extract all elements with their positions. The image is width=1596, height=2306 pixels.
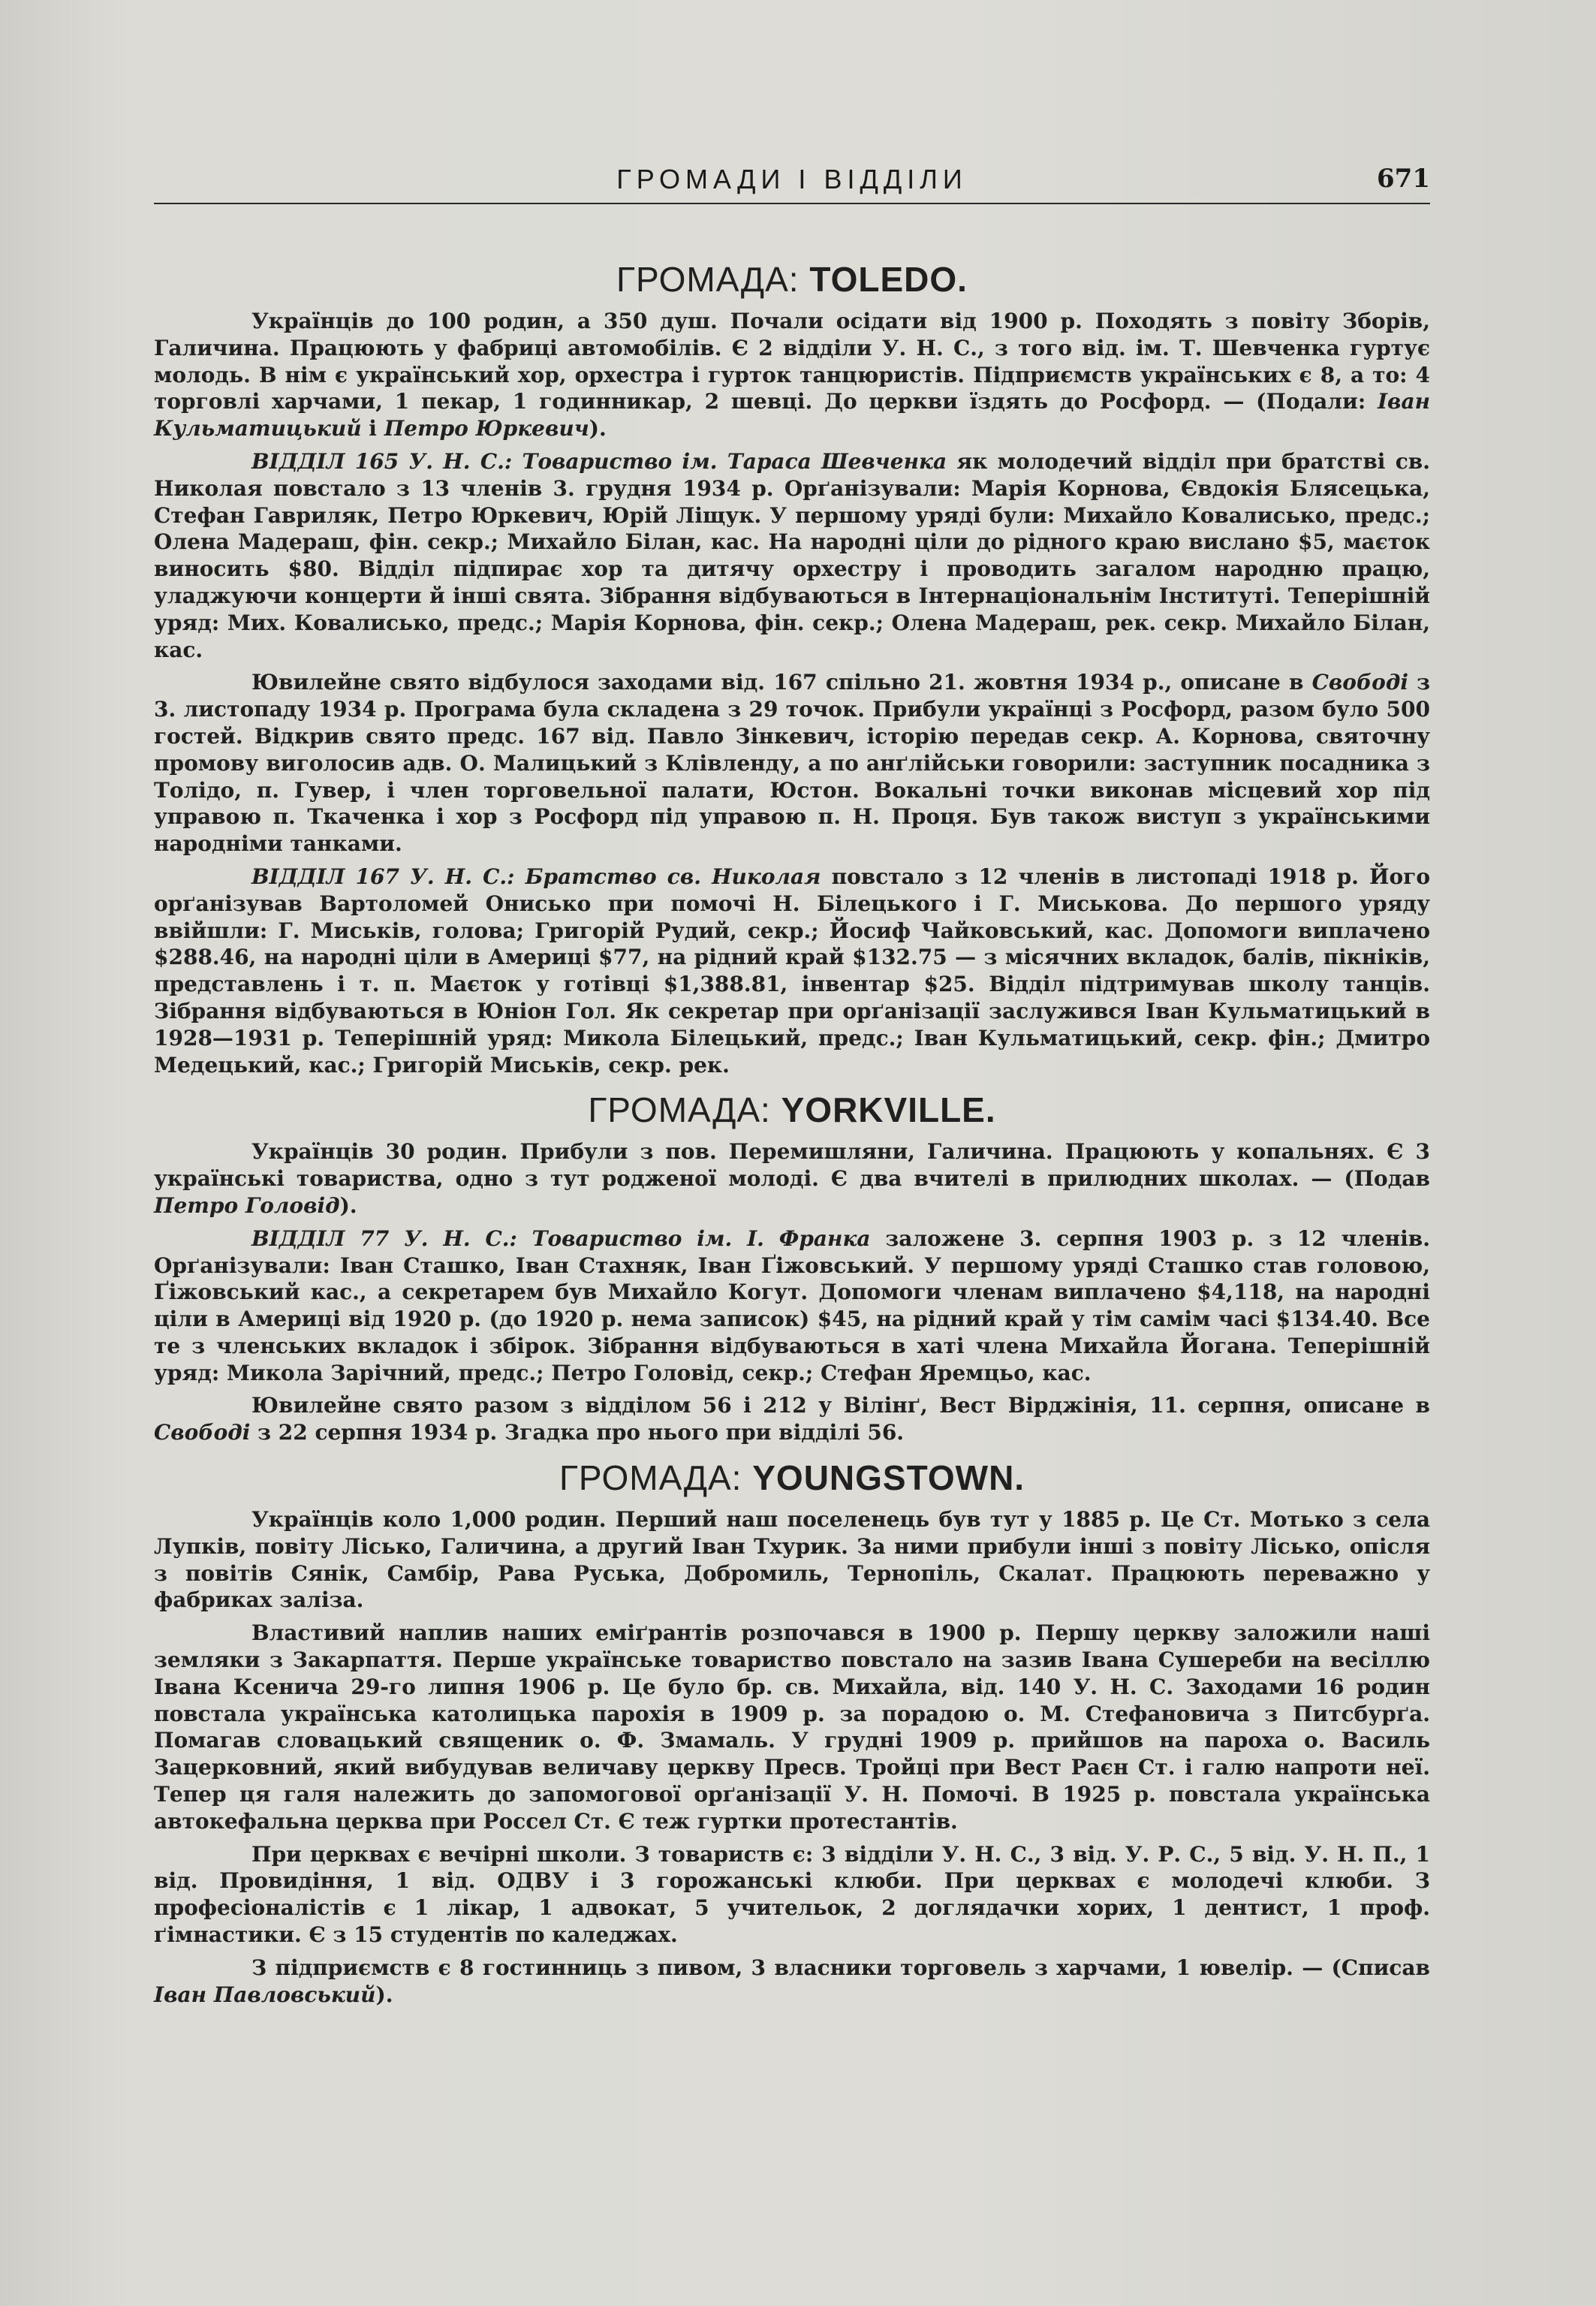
author-name: Іван Павловський [154,1982,376,2007]
section-heading-toledo [154,258,1430,300]
paragraph-text: і [361,416,384,442]
paragraph [154,1392,1430,1446]
paragraph-text: повстало з 12 членів в листопаді 1918 р. Його орґанізував Вартоломей Онисько при помочі Н. Білецького і Г. Миськова. До першого уряду ввійшли: Г. Миськів, голова; Григорій Рудий, секр.; Йосиф Чайковський, кас. Допомоги виплачено $288.46, на народні ціли в Америці $77, на рідний край $132.75 — з місячних вкладок, балів, пікніків, представлень і т. п. Маєток у готівці $1,388.81, інвентар $25. Відділ підтримував школу танців. Зібрання відбуваються в Юніон Гол. Як секретар при орґанізації заслужився Іван Кульматицький в 1928—1931 р. Теперішній уряд: Микола Білецький, предс.; Іван Кульматицький, секр. фін.; Дмитро Медецький, кас.; Григорій Миськів, секр. рек. [154,864,1431,1078]
heading-place: YOUNGSTOWN. [752,1458,1025,1498]
page-number: 671 [1377,164,1430,194]
author-name: Петро Головід [154,1192,340,1218]
paragraph-text: ). [589,416,607,442]
branch-paragraph [154,448,1430,663]
running-head [154,164,1430,204]
paragraph: При церквах є вечірні школи. З товариств є: 3 відділи У. Н. С., 3 від. У. Р. С., 5 від. У. Н. П., 1 від. Провидіння, 1 від. ОДВУ і 3 горожанські клюби. При церквах є молодечі клюби. З професіоналістів є 1 лікар, 1 адвокат, 5 учительок, 2 доглядачки хорих, 1 дентист, 1 проф. ґімнастики. Є з 15 студентів по каледжах. [154,1841,1430,1948]
paragraph-text: З підприємств є 8 гостинниць з пивом, 3 власники торговель з харчами, 1 ювелір. — (Списав [251,1955,1430,1980]
paragraph-text: Ювилейне свято відбулося заходами від. 167 спільно 21. жовтня 1934 р., описане в [251,670,1312,695]
heading-prefix: ГРОМАДА: [616,260,810,299]
newspaper-title: Свободі [154,1420,251,1445]
paragraph-text: ). [339,1192,357,1218]
newspaper-title: Свободі [1311,670,1408,695]
paragraph-text: ). [375,1982,393,2007]
paragraph-text: заложене 3. серпня 1903 р. з 12 членів. Орґанізували: Іван Сташко, Іван Стахняк, Іван Ґіжовський. У першому уряді Сташко став головою, Ґіжовський кас., а секретарем був Михайло Когут. Допомоги членам виплачено $4,118, на народні ціли в Америці від 1920 р. (до 1920 р. нема записок) $45, на рідний край у тім самім часі $134.40. Все те з членських вкладок і збірок. Зібрання відбуваються в хаті члена Михайла Йогана. Теперішній уряд: Микола Зарічний, предс.; Петро Головід, секр.; Стефан Яремцьо, кас. [154,1225,1430,1385]
page-body [154,248,1430,2014]
branch-lead: ВІДДІЛ 167 У. Н. С.: Братство св. Николая [251,864,821,889]
paragraph-text: Українців до 100 родин, а 350 душ. Почали осідати від 1900 р. Походять з повіту Зборів, Галичина. Працюють у фабриці автомобілів. Є 2 відділи У. Н. С., з того від. ім. Т. Шевченка гуртує молодь. В нім є український хор, орхестра і гурток танцюристів. Підприємств українських є 8, а то: 4 торговлі харчами, 1 пекар, 1 годинникар, 2 шевці. До церкви їздять до Росфорд. — (Подали: [154,309,1430,414]
paragraph-text: з 3. листопаду 1934 р. Програма була складена з 29 точок. Прибули українці з Росфорд, разом було 500 гостей. Відкрив свято предс. 167 від. Павло Зінкевич, історію передав секр. А. Корнова, святочну промову виголосив адв. О. Малицький з Клівленду, а по анґлійськи говорили: заступник посадника з Толідо, п. Гувер, і член торговельної палати, Юстон. Вокальні точки виконав місцевий хор під управою п. Ткаченка і хор з Росфорд під управою п. Н. Проця. Був також виступ з українськими народніми танками. [154,670,1431,857]
author-name: Іван Кульматицький [154,389,1430,442]
heading-prefix: ГРОМАДА: [559,1458,753,1498]
heading-prefix: ГРОМАДА: [588,1090,781,1130]
heading-place: TOLEDO. [809,260,968,299]
paragraph [154,669,1430,858]
paragraph [154,308,1430,442]
paragraph: Властивий наплив наших еміґрантів розпочався в 1900 р. Першу церкву заложили наші земляки з Закарпаття. Перше українське товариство повстало на зазив Івана Сушереби на весіллю Івана Ксенича 29-го липня 1906 р. Це було бр. св. Михайла, від. 140 У. Н. С. Заходами 16 родин повстала українська католицька парохія в 1909 р. за порадою о. М. Стефановича з Питсбурґа. Помагав словацький священик о. Ф. Змамаль. У грудні 1909 р. прийшов на пароха о. Василь Зацерковний, який вибудував величаву церкву Пресв. Тройці при Вест Раєн Ст. і галю напроти неї. Тепер ця галя належить до запомогової орґанізації У. Н. Помочі. В 1925 р. повстала українська автокефальна церква при Россел Ст. Є теж гуртки протестантів. [154,1620,1430,1834]
paragraph-text: Ювилейне свято разом з відділом 56 і 212 у Вілінґ, Вест Вірджінія, 11. серпня, описане в [251,1393,1430,1418]
branch-lead: ВІДДІЛ 165 У. Н. С.: Товариство ім. Тараса Шевченка [251,448,947,474]
branch-lead: ВІДДІЛ 77 У. Н. С.: Товариство ім. І. Франка [251,1225,871,1251]
section-heading-yorkville [154,1089,1430,1131]
author-name: Петро Юркевич [384,416,589,442]
paragraph-text: з 22 серпня 1934 р. Згадка про нього при відділі 56. [250,1420,905,1445]
running-title: ГРОМАДИ І ВІДДІЛИ [616,164,968,194]
paragraph-text: Українців 30 родин. Прибули з пов. Перемишляни, Галичина. Працюють у копальнях. Є 3 українські товариства, одно з тут родженої молоді. Є два вчителі в прилюдних школах. — (Подав [154,1139,1430,1192]
paragraph-text: як молодечий відділ при братстві св. Николая повстало з 13 членів 3. грудня 1934 р. Орґанізували: Марія Корнова, Євдокія Блясецька, Стефан Гавриляк, Петро Юркевич, Юрій Ліщук. У першому уряді були: Михайло Ковалисько, предс.; Олена Мадераш, фін. секр.; Михайло Білан, кас. На народні ціли до рідного краю вислано $5, маєток виносить $80. Відділ підпирає хор та дитячу орхестру і проводить загалом народню працю, уладжуючи концерти й інші свята. Зібрання відбуваються в Інтернаціональнім Інституті. Теперішній уряд: Мих. Ковалисько, предс.; Марія Корнова, фін. секр.; Олена Мадераш, рек. секр. Михайло Білан, кас. [154,448,1430,662]
branch-paragraph [154,864,1430,1078]
paragraph: Українців коло 1,000 родин. Перший наш поселенець був тут у 1885 р. Це Ст. Мотько з села Лупків, повіту Лісько, Галичина, а другий Іван Тхурик. За ними прибули інші з повіту Лісько, опісля з повітів Сянік, Самбір, Рава Руська, Добромиль, Тернопіль, Скалат. Працюють переважно у фабриках заліза. [154,1507,1430,1613]
paragraph [154,1138,1430,1219]
branch-paragraph [154,1225,1430,1387]
section-heading-youngstown [154,1457,1430,1499]
paragraph [154,1955,1430,2009]
heading-place: YORKVILLE. [781,1090,996,1130]
